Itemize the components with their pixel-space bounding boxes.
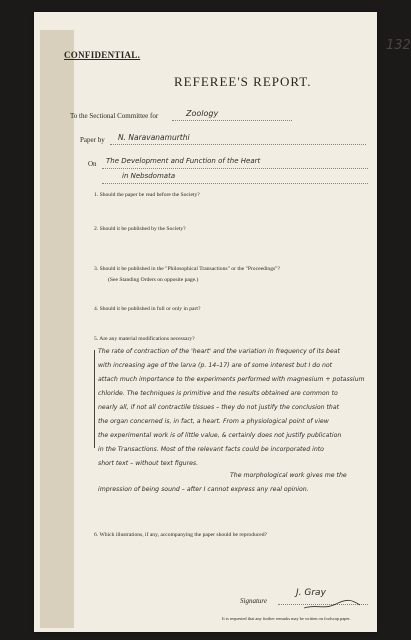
comment-line: the experimental work is of little value, & certainly does not justify publication — [98, 432, 342, 439]
comment-line: short text – without text figures. — [98, 460, 199, 467]
question-3-note: (See Standing Orders on opposite page.) — [108, 277, 199, 283]
on-line-2 — [102, 183, 368, 184]
signature-label: Signature — [240, 597, 267, 605]
comment-line: with increasing age of the larva (p. 14–17) are of some interest but I do not — [98, 362, 333, 369]
question-4: 4. Should it be published in full or only in part? — [94, 306, 201, 312]
on-value-line2: in Nebsdomata — [122, 172, 176, 180]
question-5: 5. Are any material modifications necessary? — [94, 336, 195, 342]
referee-report-page — [34, 12, 411, 632]
on-line-1 — [102, 168, 368, 169]
report-title: REFEREE'S REPORT. — [174, 74, 312, 89]
comment-line: the organ concerned is, in fact, a heart. From a physiological point of view — [98, 418, 329, 425]
on-label: On — [88, 160, 97, 168]
to-committee-line — [172, 120, 292, 121]
signature-value: J. Gray — [296, 588, 326, 598]
to-committee-value: Zoology — [186, 109, 219, 118]
paper-by-value: N. Naravanamurthi — [118, 133, 190, 142]
comment-line: impression of being sound – after I cannot express any real opinion. — [98, 486, 309, 493]
comment-line: in the Transactions. Most of the relevant facts could be incorporated into — [98, 446, 324, 453]
question-6: 6. Which illustrations, if any, accompanying the paper should be reproduced? — [94, 532, 268, 538]
comment-line: attach much importance to the experiments performed with magnesium + potassium — [98, 376, 365, 383]
confidential-heading: CONFIDENTIAL. — [64, 50, 141, 60]
comment-line: nearly all, if not all contractile tissues – they do not justify the conclusion that — [98, 404, 340, 411]
on-value-line1: The Development and Function of the Heart — [106, 157, 261, 165]
signature-flourish — [302, 592, 362, 612]
comment-line: chloride. The techniques is primitive and the results obtained are common to — [98, 390, 338, 397]
paper-by-line — [110, 144, 366, 145]
question-2: 2. Should it be published by the Society? — [94, 226, 186, 232]
page-margin-tab — [40, 30, 74, 628]
to-committee-label: To the Sectional Committee for — [70, 112, 159, 120]
question-1: 1. Should the paper be read before the Society? — [94, 192, 200, 198]
question-3: 3. Should it be published in the "Philosophical Transactions" or the "Proceedings"? — [94, 266, 280, 272]
comment-line: The morphological work gives me the — [230, 472, 347, 479]
comment-line: The rate of contraction of the 'heart' and the variation in frequency of its beat — [98, 348, 340, 355]
footer-note: It is requested that any further remarks may be written on foolscap paper. — [222, 616, 351, 621]
page-number: 132 — [386, 38, 411, 53]
paper-by-label: Paper by — [80, 136, 105, 144]
